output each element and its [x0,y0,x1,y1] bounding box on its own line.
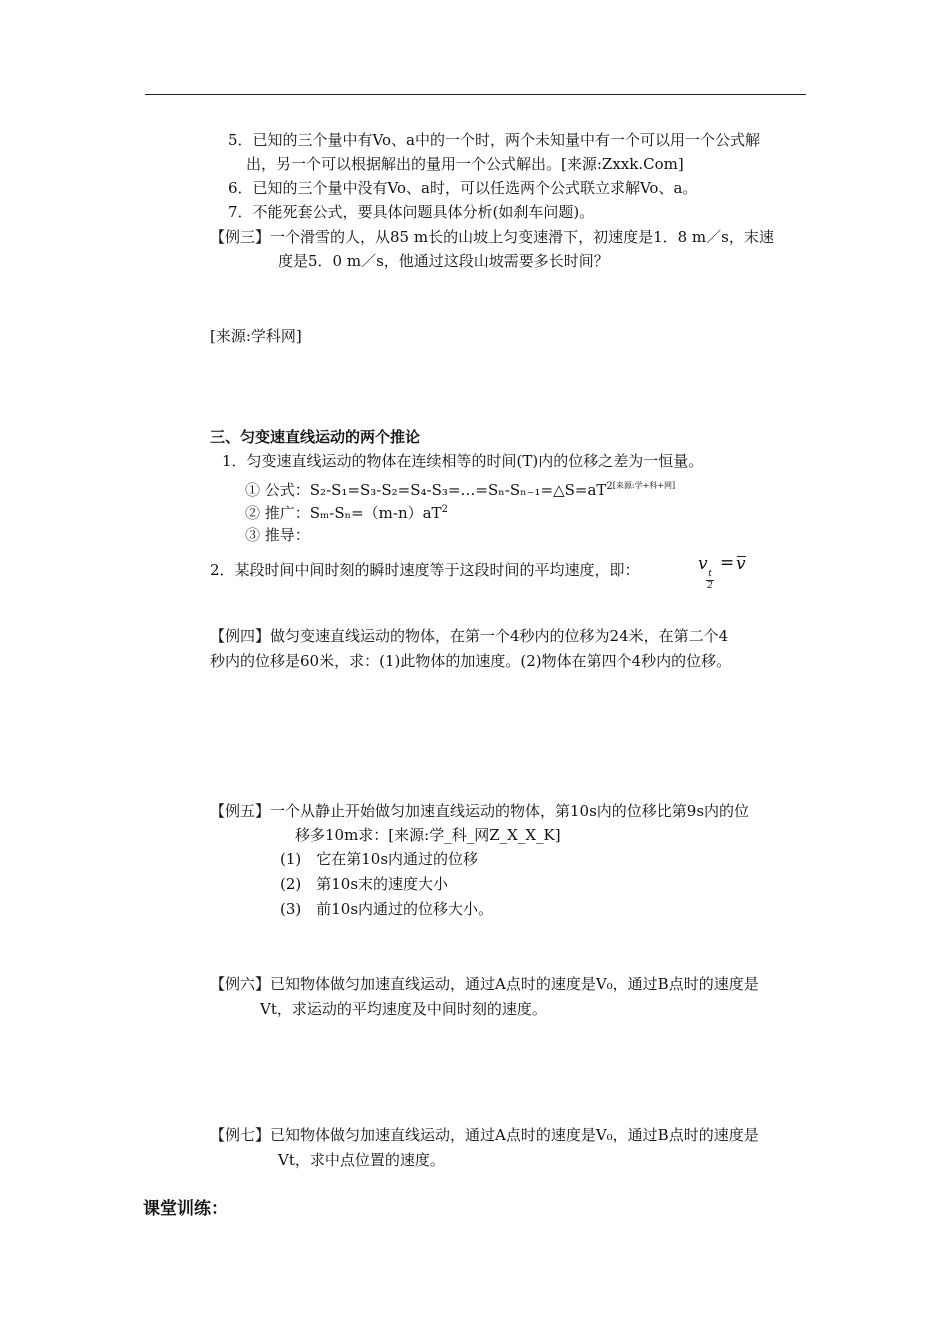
example-4-line-2: 秒内的位移是60米，求：(1)此物体的加速度。(2)物体在第四个4秒内的位移。 [210,652,732,670]
formula-exponent: 2 [606,481,613,492]
formula-two: 2 [707,581,713,591]
source-note-1: [来源:学科网] [210,327,302,345]
section-3-heading: 三、匀变速直线运动的两个推论 [210,428,421,446]
example-5-question-1: (1) 它在第10s内通过的位移 [280,850,479,868]
example-6-line-1: 【例六】已知物体做匀加速直线运动，通过A点时的速度是V₀，通过B点时的速度是 [210,975,759,993]
classroom-practice-heading: 课堂训练： [143,1199,228,1219]
example-5-question-3: (3) 前10s内通过的位移大小。 [280,900,494,918]
corollary-1-derivation: ③ 推导： [245,526,310,544]
corollary-2: 2．某段时间中间时刻的瞬时速度等于这段时间的平均速度，即： [210,561,640,579]
formula-label: ① 公式： [245,481,310,499]
corollary-1-formula [245,476,675,500]
formula-v-bar: v [736,554,746,574]
example-7-line-1: 【例七】已知物体做匀加速直线运动，通过A点时的速度是V₀，通过B点时的速度是 [210,1126,759,1144]
formula-equals: = [720,553,735,573]
header-rule [145,94,806,95]
formula-v: v [698,554,708,574]
item-5-line-1: 5．已知的三个量中有Vo、a中的一个时，两个未知量中有一个可以用一个公式解 [228,131,760,149]
item-5-line-2: 出，另一个可以根据解出的量用一个公式解出。[来源:Zxxk.Com] [246,155,684,173]
formula-source-note: [来源:学+科+网] [612,481,676,490]
extension-exponent: 2 [441,504,448,515]
formula-t: t [708,569,712,579]
item-7: 7．不能死套公式，要具体问题具体分析(如刹车问题)。 [228,203,595,221]
example-4-line-1: 【例四】做匀变速直线运动的物体，在第一个4秒内的位移为24米，在第二个4 [210,627,729,645]
formula-subscript-fraction [706,570,714,591]
formula-body: S₂-S₁=S₃-S₂=S₄-S₃=…=Sₙ-Sₙ₋₁=△S=aT [309,481,607,499]
mid-time-velocity-formula [696,552,756,594]
example-5-line-2: 移多10m求：[来源:学_科_网Z_X_X_K] [295,826,561,844]
example-3-line-2: 度是5．0 m／s，他通过这段山坡需要多长时间？ [278,252,609,270]
example-3-line-1: 【例三】一个滑雪的人，从85 m长的山坡上匀变速滑下，初速度是1．8 m／s，末速 [210,228,774,246]
extension-label: ② 推广： [245,504,310,522]
example-6-line-2: Vt，求运动的平均速度及中间时刻的速度。 [260,1000,547,1018]
extension-body: Sₘ-Sₙ=（m-n）aT [309,504,442,522]
example-5-line-1: 【例五】一个从静止开始做匀加速直线运动的物体，第10s内的位移比第9s内的位 [210,802,750,820]
corollary-1: 1．匀变速直线运动的物体在连续相等的时间(T)内的位移之差为一恒量。 [222,452,704,470]
example-7-line-2: Vt，求中点位置的速度。 [278,1151,445,1169]
item-6: 6．已知的三个量中没有Vo、a时，可以任选两个公式联立求解Vo、a。 [228,179,698,197]
example-5-question-2: (2) 第10s末的速度大小 [280,875,449,893]
corollary-1-extension [245,500,448,523]
